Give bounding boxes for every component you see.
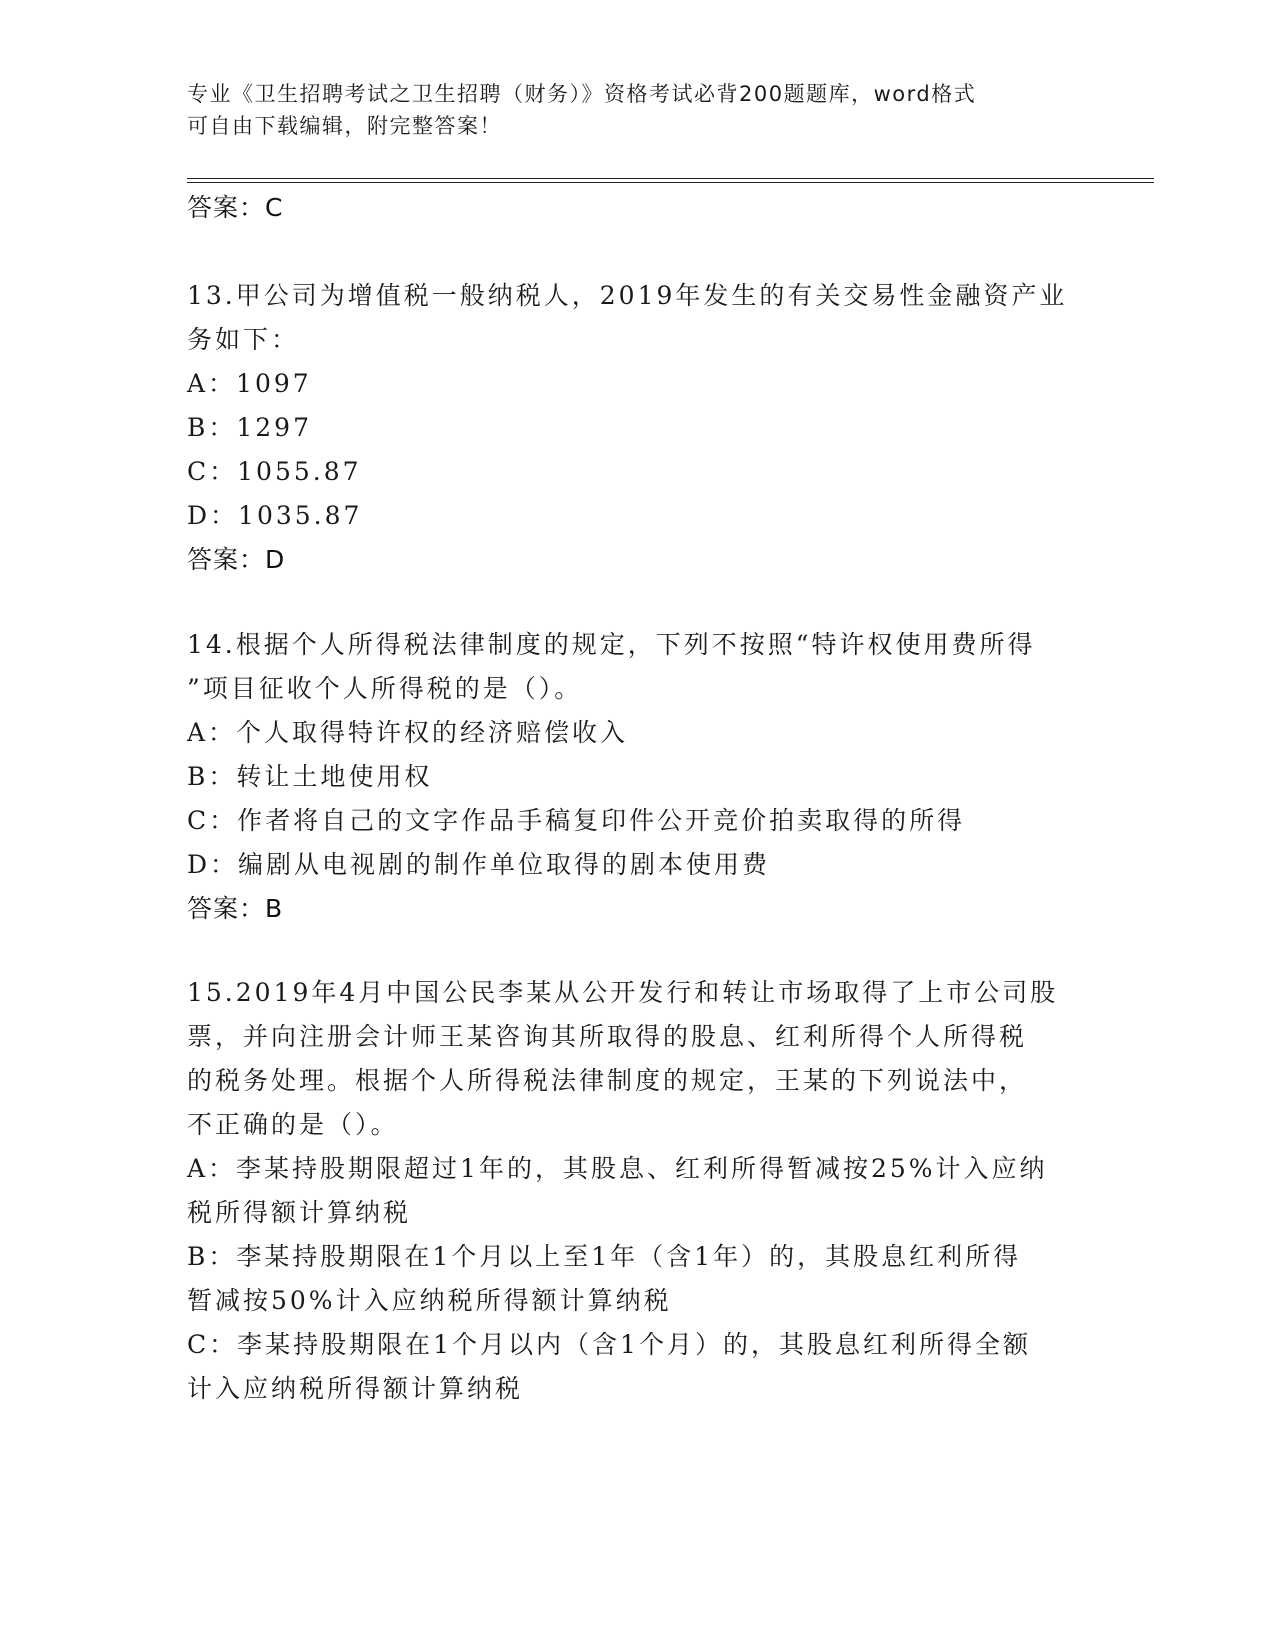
question-13-option-c: C：1055.87 [187, 457, 362, 486]
question-14-option-a: A：个人取得特许权的经济赔偿收入 [187, 718, 629, 747]
question-13-stem-line-2: 务如下： [187, 325, 300, 354]
question-15-option-a-line-1: A：李某持股期限超过1年的，其股息、红利所得暂减按25%计入应纳 [187, 1154, 1048, 1183]
question-14-option-d: D：编剧从电视剧的制作单位取得的剧本使用费 [187, 850, 771, 879]
question-14-stem-line-2: ”项目征收个人所得税的是（）。 [187, 674, 583, 703]
question-15-option-b-line-1: B：李某持股期限在1个月以上至1年（含1年）的，其股息红利所得 [187, 1242, 1022, 1271]
question-13-option-a: A：1097 [187, 369, 312, 398]
answer-q13: 答案：D [187, 545, 286, 574]
question-15-option-a-line-2: 税所得额计算纳税 [187, 1198, 412, 1227]
question-14-stem-line-1: 14.根据个人所得税法律制度的规定，下列不按照“特许权使用费所得 [187, 630, 1036, 659]
answer-q14: 答案：B [187, 894, 284, 923]
question-13-option-d: D：1035.87 [187, 501, 363, 530]
page-header-line-1: 专业《卫生招聘考试之卫生招聘（财务）》资格考试必背200题题库，word格式 [187, 82, 977, 106]
question-15-stem-line-3: 的税务处理。根据个人所得税法律制度的规定，王某的下列说法中， [187, 1066, 1028, 1095]
answer-q12: 答案：C [187, 193, 284, 222]
header-divider-top [187, 178, 1154, 179]
question-15-stem-line-2: 票，并向注册会计师王某咨询其所取得的股息、红利所得个人所得税 [187, 1022, 1028, 1051]
question-14-option-c: C：作者将自己的文字作品手稿复印件公开竞价拍卖取得的所得 [187, 806, 966, 835]
question-15-stem-line-4: 不正确的是（）。 [187, 1110, 399, 1139]
question-13-option-b: B：1297 [187, 413, 312, 442]
question-13-stem-line-1: 13.甲公司为增值税一般纳税人，2019年发生的有关交易性金融资产业 [187, 281, 1068, 310]
page-header-line-2: 可自由下载编辑，附完整答案！ [187, 114, 502, 138]
question-15-option-b-line-2: 暂减按50%计入应纳税所得额计算纳税 [187, 1286, 672, 1315]
header-divider-bottom [187, 182, 1154, 183]
question-15-option-c-line-1: C：李某持股期限在1个月以内（含1个月）的，其股息红利所得全额 [187, 1330, 1031, 1359]
question-14-option-b: B：转让土地使用权 [187, 762, 433, 791]
question-15-option-c-line-2: 计入应纳税所得额计算纳税 [187, 1374, 524, 1403]
question-15-stem-line-1: 15.2019年4月中国公民李某从公开发行和转让市场取得了上市公司股 [187, 978, 1059, 1007]
